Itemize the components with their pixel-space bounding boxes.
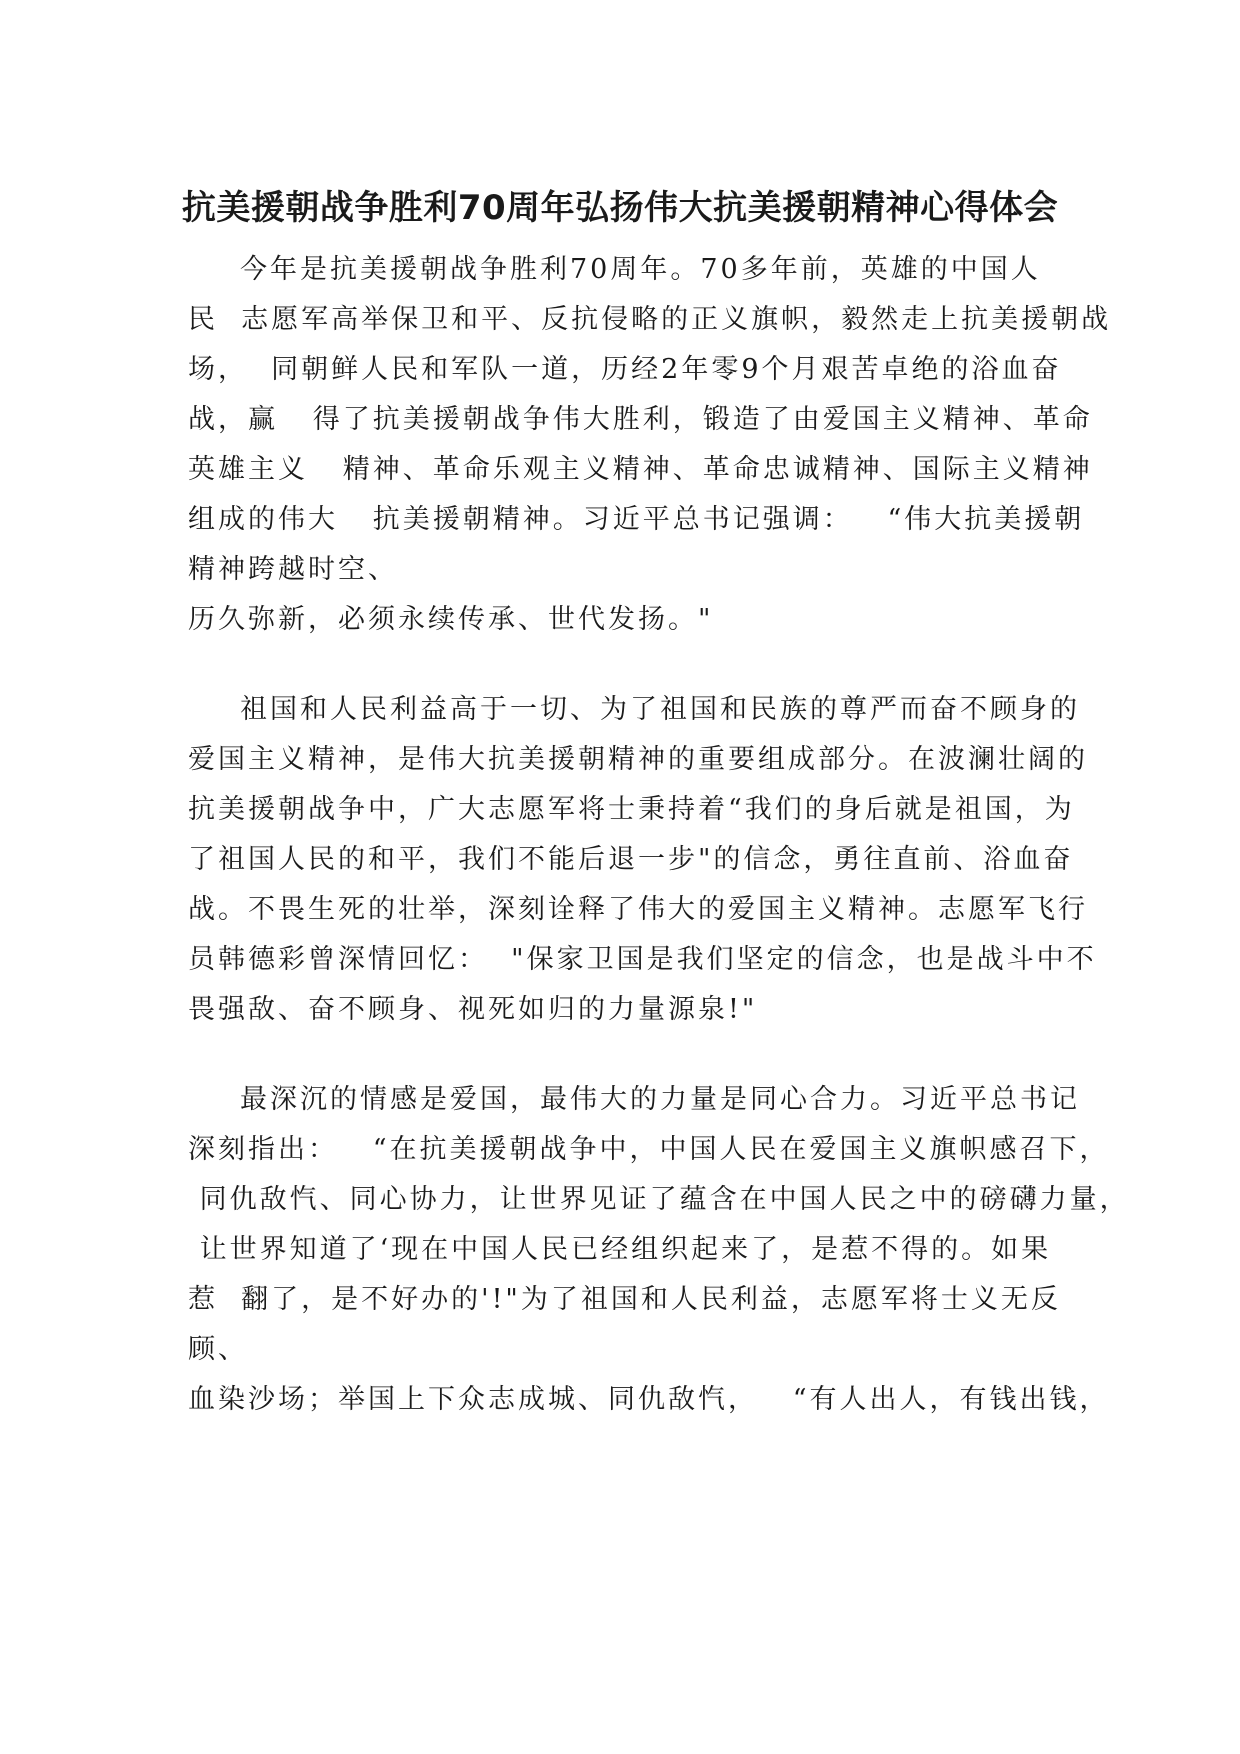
- body-line: 畏强敌、奋不顾身、视死如归的力量源泉!": [188, 994, 758, 1025]
- body-line: 抗美援朝战争中，广大志愿军将士秉持着“我们的身后就是祖国，为: [188, 794, 1075, 825]
- body-line: 祖国和人民利益高于一切、为了祖国和民族的尊严而奋不顾身的: [240, 694, 1080, 725]
- body-line: 战。不畏生死的壮举，深刻诠释了伟大的爱国主义精神。志愿军飞行: [188, 894, 1088, 925]
- body-line: 员韩德彩曾深情回忆： "保家卫国是我们坚定的信念，也是战斗中不: [188, 944, 1097, 975]
- body-line: 今年是抗美援朝战争胜利70周年。70多年前，英雄的中国人: [240, 254, 1041, 285]
- body-line: 惹 翻了，是不好办的'!"为了祖国和人民利益，志愿军将士义无反: [188, 1284, 1061, 1315]
- body-line: 精神跨越时空、: [188, 554, 398, 585]
- body-line: 爱国主义精神，是伟大抗美援朝精神的重要组成部分。在波澜壮阔的: [188, 744, 1088, 775]
- body-line: 血染沙场；举国上下众志成城、同仇敌忾， “有人出人，有钱出钱，: [188, 1384, 1110, 1415]
- body-line: 同仇敌忾、同心协力，让世界见证了蕴含在中国人民之中的磅礴力量，: [188, 1184, 1130, 1215]
- body-line: 场， 同朝鲜人民和军队一道，历经2年零9个月艰苦卓绝的浴血奋: [188, 354, 1062, 385]
- body-line: 了祖国人民的和平，我们不能后退一步"的信念，勇往直前、浴血奋: [188, 844, 1074, 875]
- body-line: 英雄主义 精神、革命乐观主义精神、革命忠诚精神、国际主义精神: [188, 454, 1093, 485]
- body-line: 战，赢 得了抗美援朝战争伟大胜利，锻造了由爱国主义精神、革命: [188, 404, 1093, 435]
- body-line: 顾、: [188, 1334, 248, 1365]
- document-title: 抗美援朝战争胜利70周年弘扬伟大抗美援朝精神心得体会: [181, 188, 1059, 228]
- body-line: 最深沉的情感是爱国，最伟大的力量是同心合力。习近平总书记: [240, 1084, 1080, 1115]
- body-line: 深刻指出： “在抗美援朝战争中，中国人民在爱国主义旗帜感召下，: [188, 1134, 1110, 1165]
- body-line: 让世界知道了‘现在中国人民已经组织起来了，是惹不得的。如果: [188, 1234, 1052, 1265]
- body-line: 民 志愿军高举保卫和平、反抗侵略的正义旗帜，毅然走上抗美援朝战: [188, 304, 1112, 335]
- body-line: 历久弥新，必须永续传承、世代发扬。": [188, 604, 714, 635]
- body-line: 组成的伟大 抗美援朝精神。习近平总书记强调： “伟大抗美援朝: [188, 504, 1085, 535]
